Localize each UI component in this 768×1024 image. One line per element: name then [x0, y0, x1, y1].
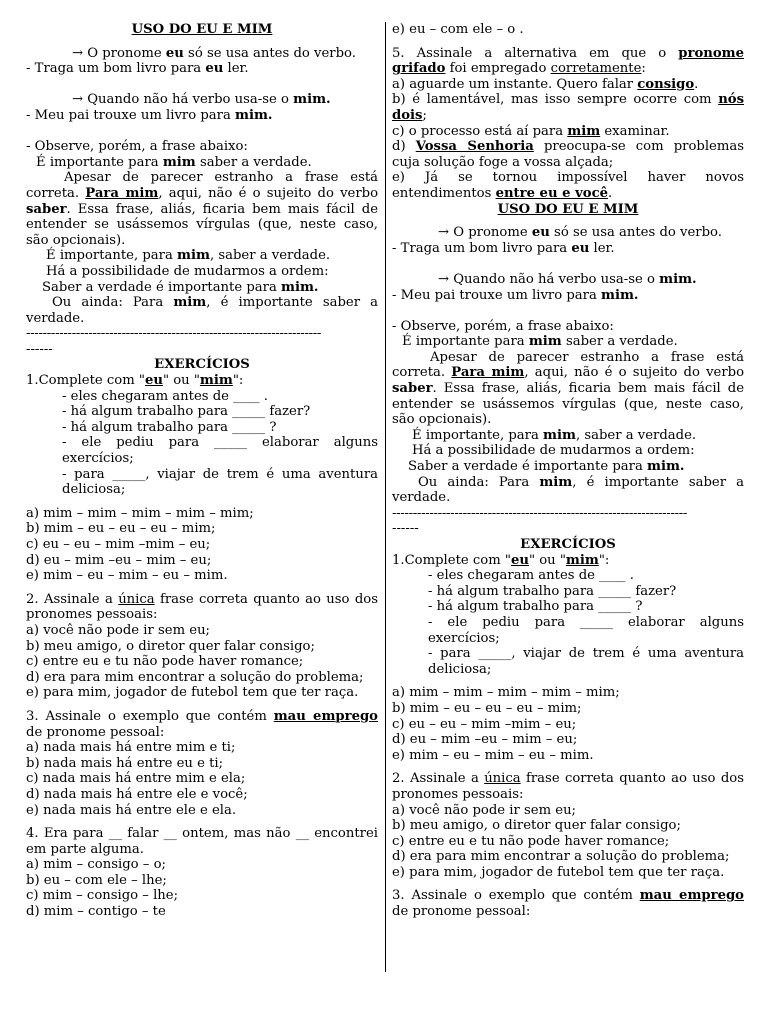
q1-item-2: - há algum trabalho para _____ fazer?: [62, 404, 311, 420]
q1-item-4: - ele pediu para _____ elaborar alguns exercícios;: [62, 435, 378, 467]
q1-item-2-repeat: - há algum trabalho para _____ fazer?: [428, 583, 677, 599]
question-2: 2. Assinale a única frase correta quanto ao uso dos pronomes pessoais:: [26, 591, 378, 623]
q3-option: a) nada mais há entre mim e ti;: [26, 740, 236, 756]
observe-line: - Observe, porém, a frase abaixo:: [26, 139, 248, 155]
explanation-paragraph: Apesar de parecer estranho a frase está correta. Para mim, aqui, não é o sujeito do verbo saber. Essa frase, aliás, ficaria bem mais fácil de entender se usássemos vírgulas (que, neste caso, são opcionais).: [26, 170, 379, 248]
separator-line-repeat: -----------------------------------------------------------------------: [392, 505, 688, 521]
q1-option-repeat: c) eu – eu – mim –mim – eu;: [392, 716, 577, 732]
q1-option-repeat: a) mim – mim – mim – mim – mim;: [392, 685, 620, 701]
separator-tail: ------: [26, 341, 53, 357]
left-column: [26, 22, 378, 920]
example-line-1-repeat: É importante, para mim, saber a verdade.: [412, 427, 697, 443]
exercises-heading: EXERCÍCIOS: [154, 357, 250, 373]
question-3: 3. Assinale o exemplo que contém mau emprego de pronome pessoal:: [26, 708, 378, 740]
q1-item-3-repeat: - há algum trabalho para _____ ?: [428, 599, 643, 615]
question-1-repeat: 1.Complete com "eu" ou "mim":: [392, 552, 610, 568]
q5-option-d: d) Vossa Senhoria preocupa-se com problemas cuja solução foge a vossa alçada;: [392, 139, 744, 170]
q1-option: b) mim – eu – eu – eu – mim;: [26, 521, 216, 537]
q5-option-a: a) aguarde um instante. Quero falar consigo.: [392, 76, 699, 92]
separator-tail-repeat: ------: [392, 521, 419, 537]
q2-option-repeat: c) entre eu e tu não pode haver romance;: [392, 833, 670, 849]
q2-option-repeat: d) era para mim encontrar a solução do problema;: [392, 849, 730, 865]
q3-option: e) nada mais há entre ele e ela.: [26, 802, 237, 818]
question-3-repeat: 3. Assinale o exemplo que contém mau emprego de pronome pessoal:: [392, 888, 744, 920]
q1-item-5: - para _____, viajar de trem é uma aventura deliciosa;: [62, 466, 378, 498]
q1-option-repeat: b) mim – eu – eu – eu – mim;: [392, 700, 582, 716]
q2-option: b) meu amigo, o diretor quer falar consigo;: [26, 638, 315, 654]
example-eu: - Traga um bom livro para eu ler.: [26, 61, 249, 77]
q4-option: c) mim – consigo – lhe;: [26, 888, 179, 904]
example-line-4-repeat: Ou ainda: Para mim, é importante saber a verdade.: [392, 474, 744, 506]
section-title: USO DO EU E MIM: [131, 22, 273, 37]
q1-option: a) mim – mim – mim – mim – mim;: [26, 505, 254, 521]
q3-option: b) nada mais há entre eu e ti;: [26, 755, 224, 771]
example-eu-repeat: - Traga um bom livro para eu ler.: [392, 240, 615, 256]
q3-option: d) nada mais há entre ele e você;: [26, 786, 248, 802]
q4-option-e: e) eu – com ele – o .: [392, 22, 524, 37]
q1-option: e) mim – eu – mim – eu – mim.: [26, 568, 228, 584]
q2-option-repeat: b) meu amigo, o diretor quer falar consigo;: [392, 818, 681, 834]
q4-option: a) mim – consigo – o;: [26, 857, 166, 873]
q2-option: c) entre eu e tu não pode haver romance;: [26, 654, 304, 670]
example-line-2: Há a possibilidade de mudarmos a ordem:: [46, 263, 329, 279]
rule-eu-repeat: → O pronome eu só se usa antes do verbo.: [438, 225, 722, 241]
example-line-2-repeat: Há a possibilidade de mudarmos a ordem:: [412, 443, 695, 459]
rule-mim-repeat: → Quando não há verbo usa-se o mim.: [438, 271, 697, 287]
example-mim: - Meu pai trouxe um livro para mim.: [26, 107, 273, 123]
observe-example: É importante para mim saber a verdade.: [36, 154, 312, 170]
q2-option-repeat: e) para mim, jogador de futebol tem que ter raça.: [392, 864, 725, 880]
observe-example-repeat: É importante para mim saber a verdade.: [402, 334, 678, 350]
q1-option-repeat: d) eu – mim –eu – mim – eu;: [392, 732, 578, 748]
column-divider: [385, 22, 386, 972]
q2-option: d) era para mim encontrar a solução do problema;: [26, 669, 364, 685]
q5-option-e: e) Já se tornou impossível haver novos entendimentos entre eu e você.: [392, 170, 744, 201]
q4-option: d) mim – contigo – te: [26, 904, 166, 920]
q5-option-b: b) é lamentável, mas isso sempre ocorre com nós dois;: [392, 92, 744, 123]
example-mim-repeat: - Meu pai trouxe um livro para mim.: [392, 287, 639, 303]
q1-item-5-repeat: - para _____, viajar de trem é uma aventura deliciosa;: [428, 646, 744, 677]
rule-eu: → O pronome eu só se usa antes do verbo.: [72, 45, 356, 61]
q1-item-3: - há algum trabalho para _____ ?: [62, 419, 277, 435]
example-line-3-repeat: Saber a verdade é importante para mim.: [408, 459, 685, 475]
q4-option: b) eu – com ele – lhe;: [26, 872, 167, 888]
q3-option: c) nada mais há entre mim e ela;: [26, 771, 246, 787]
rule-mim: → Quando não há verbo usa-se o mim.: [72, 92, 331, 108]
exercises-heading-repeat: EXERCÍCIOS: [520, 537, 616, 552]
q2-option: a) você não pode ir sem eu;: [26, 622, 211, 638]
observe-line-repeat: - Observe, porém, a frase abaixo:: [392, 318, 614, 334]
question-4: 4. Era para __ falar __ ontem, mas não __ encontrei em parte alguma.: [26, 826, 378, 857]
separator-line: -----------------------------------------------------------------------: [26, 326, 322, 342]
q5-option-c: c) o processo está aí para mim examinar.: [392, 123, 670, 139]
q2-option: e) para mim, jogador de futebol tem que ter raça.: [26, 685, 359, 701]
explanation-paragraph-repeat: Apesar de parecer estranho a frase está correta. Para mim, aqui, não é o sujeito do verbo saber. Essa frase, aliás, ficaria bem mais fácil de entender se usássemos vírgulas (que, neste caso, são opcionais).: [392, 349, 745, 428]
q1-item-4-repeat: - ele pediu para _____ elaborar alguns exercícios;: [428, 614, 744, 646]
example-line-4: Ou ainda: Para mim, é importante saber a verdade.: [26, 295, 378, 326]
q1-item-1-repeat: - eles chegaram antes de ____ .: [428, 568, 634, 584]
question-5: 5. Assinale a alternativa em que o pronome grifado foi empregado corretamente:: [392, 45, 744, 77]
example-line-3: Saber a verdade é importante para mim.: [42, 279, 319, 295]
question-2-repeat: 2. Assinale a única frase correta quanto ao uso dos pronomes pessoais:: [392, 771, 744, 802]
q2-option-repeat: a) você não pode ir sem eu;: [392, 802, 577, 818]
section-title-repeat: USO DO EU E MIM: [497, 201, 639, 217]
right-column: [392, 22, 744, 920]
q1-option-repeat: e) mim – eu – mim – eu – mim.: [392, 747, 594, 763]
question-1: 1.Complete com "eu" ou "mim":: [26, 373, 244, 389]
q1-option: d) eu – mim –eu – mim – eu;: [26, 552, 212, 568]
example-line-1: É importante, para mim, saber a verdade.: [46, 248, 331, 264]
q1-item-1: - eles chegaram antes de ____ .: [62, 388, 268, 404]
q1-option: c) eu – eu – mim –mim – eu;: [26, 537, 211, 552]
